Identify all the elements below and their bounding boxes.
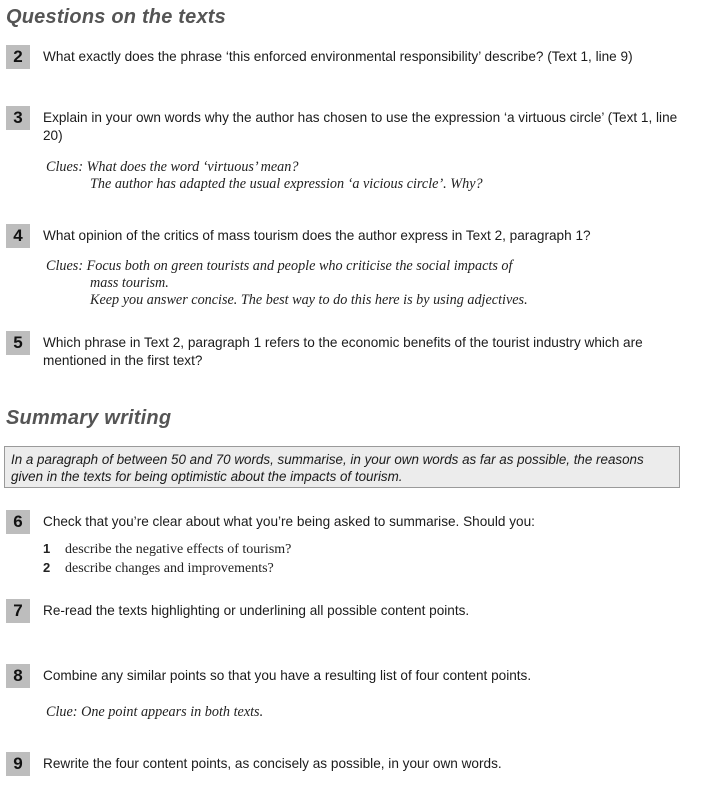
option-number: 2 (43, 560, 51, 575)
question-number: 8 (6, 664, 30, 688)
question-number: 3 (6, 106, 30, 130)
question-text: What opinion of the critics of mass tourism does the author express in Text 2, paragraph 1? (43, 228, 591, 243)
options-list (43, 540, 683, 578)
question-number: 6 (6, 510, 30, 534)
clues (46, 258, 686, 309)
clue-line: Clue: One point appears in both texts. (46, 704, 264, 720)
question-text: Explain in your own words why the author has chosen to use the expression ‘a virtuous circle’ (Text 1, line 20) (43, 110, 678, 143)
clue-line: Keep you answer concise. The best way to do this here is by using adjectives. (90, 292, 528, 308)
option-item (43, 559, 683, 578)
question-text: Re-read the texts highlighting or underlining all possible content points. (43, 603, 470, 618)
questions-heading: Questions on the texts (6, 6, 226, 28)
clue-line: Clues: Focus both on green tourists and people who criticise the social impacts of (46, 258, 513, 274)
question-number: 4 (6, 224, 30, 248)
question-text: What exactly does the phrase ‘this enforced environmental responsibility’ describe? (Text 1, line 9) (43, 49, 633, 64)
clue-line: The author has adapted the usual expression ‘a vicious circle’. Why? (90, 176, 483, 192)
clues (46, 159, 686, 193)
clue (46, 704, 686, 721)
question-text: Which phrase in Text 2, paragraph 1 refers to the economic benefits of the tourist industry which are mentioned in the first text? (43, 335, 643, 368)
question-number: 2 (6, 45, 30, 69)
option-text: describe the negative effects of tourism? (65, 542, 292, 557)
summary-instruction-box: In a paragraph of between 50 and 70 words, summarise, in your own words as far as possible, the reasons given in the texts for being optimistic about the impacts of tourism. (4, 446, 680, 488)
question-text: Check that you’re clear about what you’re being asked to summarise. Should you: (43, 514, 535, 529)
option-text: describe changes and improvements? (65, 561, 274, 576)
question-number: 9 (6, 752, 30, 776)
question-number: 7 (6, 599, 30, 623)
summary-heading: Summary writing (6, 407, 172, 429)
option-number: 1 (43, 541, 51, 556)
clue-line: mass tourism. (90, 275, 169, 291)
question-number: 5 (6, 331, 30, 355)
clue-line: Clues: What does the word ‘virtuous’ mean? (46, 159, 299, 175)
question-text: Combine any similar points so that you have a resulting list of four content points. (43, 668, 532, 683)
question-text: Rewrite the four content points, as concisely as possible, in your own words. (43, 756, 502, 771)
option-item (43, 540, 683, 559)
